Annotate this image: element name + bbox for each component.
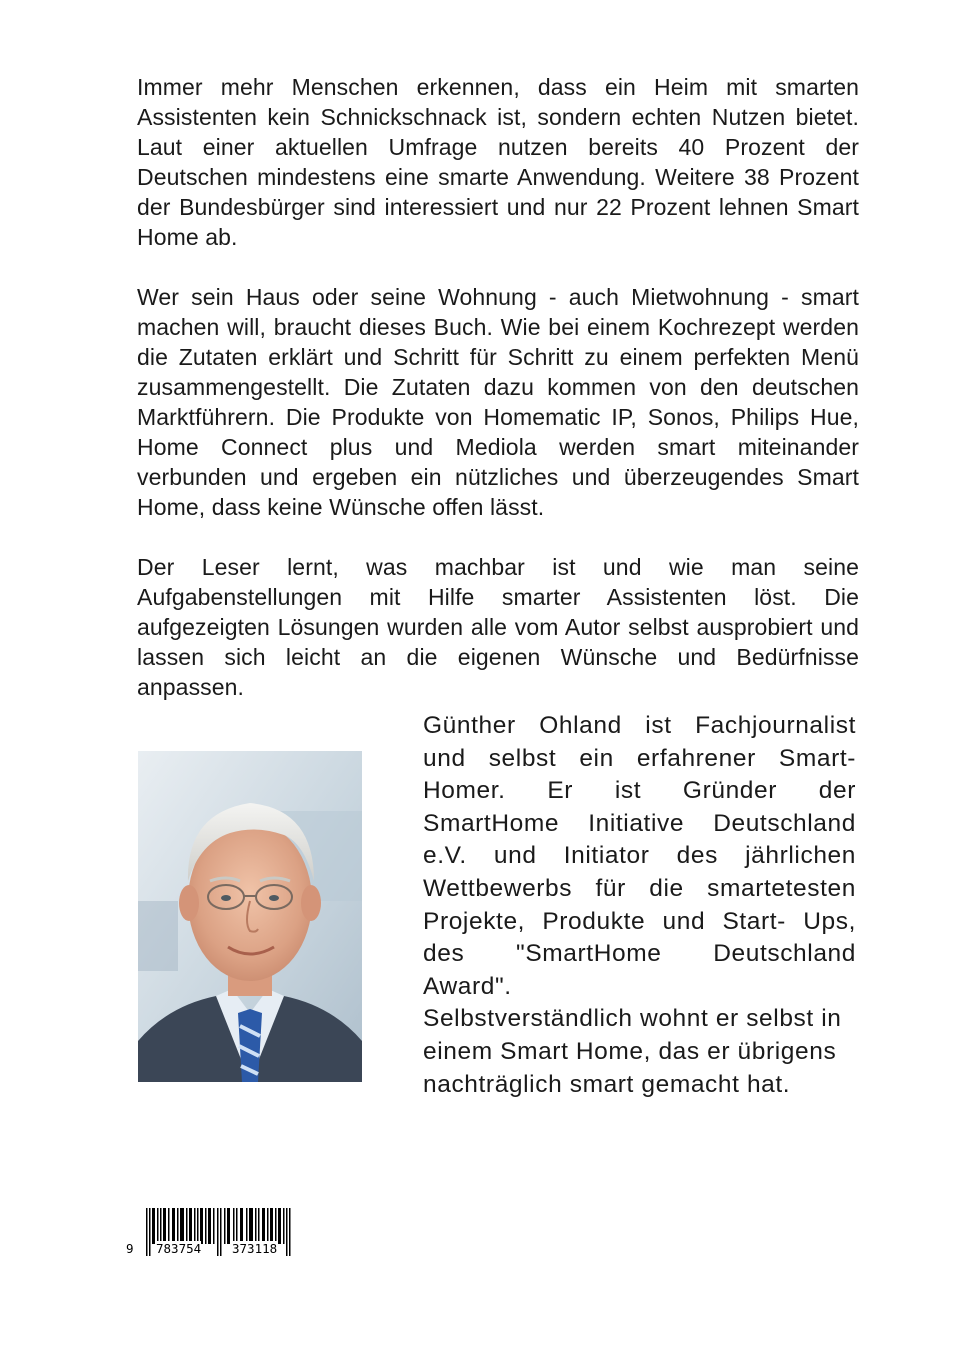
blurb-paragraph-3: Der Leser lernt, was machbar ist und wie man seine Aufgabenstellungen mit Hilfe smarter Assistenten löst. Die aufgezeigten Lösungen wurden alle vom Autor selbst ausprobiert und lassen sich leicht an die eigenen Wünsche und Bedürfnisse anpassen.: [137, 554, 859, 700]
author-portrait: [138, 751, 362, 1082]
barcode-prefix: 9: [126, 1241, 134, 1256]
barcode-left-group: 783754: [156, 1241, 202, 1256]
author-bio-closing: Selbstverständlich wohnt er selbst in einem Smart Home, das er übrigens nachträglich smart gemacht hat.: [423, 1005, 842, 1098]
blurb-text: [137, 72, 859, 732]
author-bio-text: Günther Ohland ist Fachjournalist und selbst ein erfahrener Smart-Homer. Er ist Gründer der SmartHome Initiative Deutschland e.V. und Initiator des jährlichen Wettbewerbs für die smartetesten Projekte, Produkte und Start- Ups, des "SmartHome Deutschland Award".: [423, 712, 856, 1000]
blurb-paragraph-1: Immer mehr Menschen erkennen, dass ein Heim mit smarten Assistenten kein Schnickschnack ist, sondern echten Nutzen bietet. Laut einer aktuellen Umfrage nutzen bereits 40 Prozent der Deutschen mindestens eine smarte Anwendung. Weitere 38 Prozent der Bundesbürger sind interessiert und nur 22 Prozent lehnen Smart Home ab.: [137, 74, 859, 250]
barcode-right-group: 373118: [232, 1241, 278, 1256]
author-bio: [423, 710, 856, 1101]
blurb-paragraph-2: Wer sein Haus oder seine Wohnung - auch Mietwohnung - smart machen will, braucht dieses Buch. Wie bei einem Kochrezept werden die Zutaten erklärt und Schritt für Schritt zu einem perfekten Menü zusammengestellt. Die Zutaten dazu kommen von den deutschen Marktführern. Die Produkte von Homematic IP, Sonos, Philips Hue, Home Connect plus und Mediola werden smart miteinander verbunden und ergeben ein nützliches und überzeugendes Smart Home, dass keine Wünsche offen lässt.: [137, 284, 859, 520]
barcode-digits: [122, 1241, 308, 1259]
isbn-barcode: [122, 1206, 308, 1260]
